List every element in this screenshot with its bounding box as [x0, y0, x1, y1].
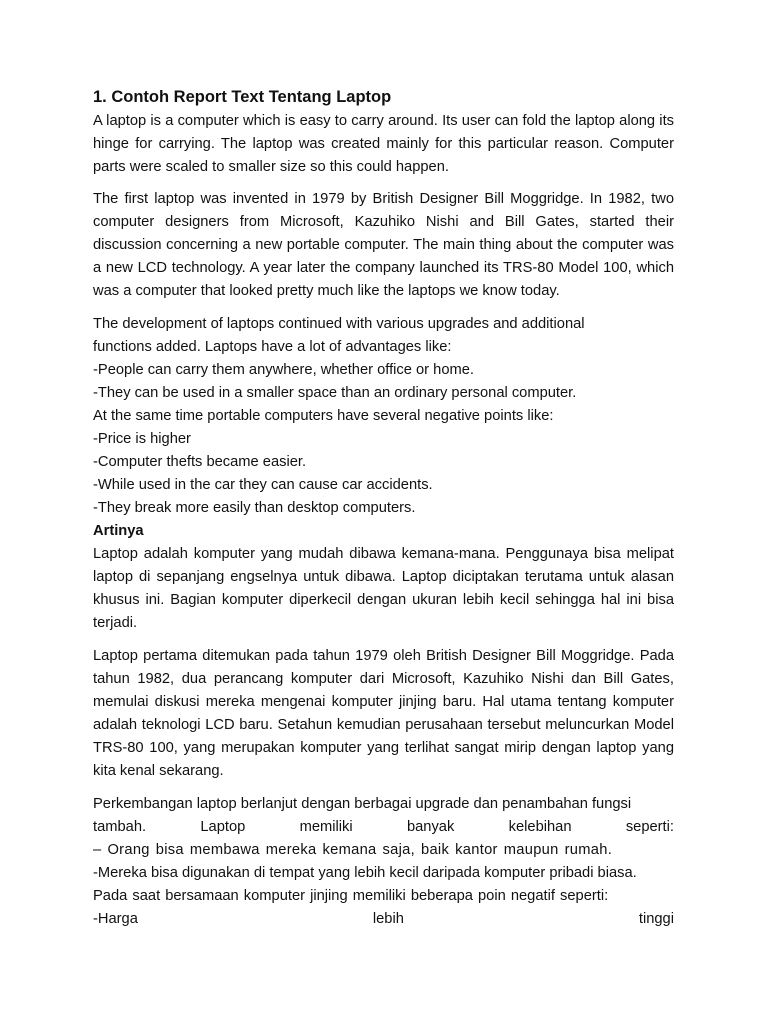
- id-p3-spread-line: [93, 816, 674, 839]
- translation-heading: Artinya: [93, 523, 144, 539]
- en-p3-line: At the same time portable computers have several negative points like:: [93, 408, 554, 424]
- word: tambah.: [93, 819, 147, 835]
- word: kelebihan: [508, 819, 572, 835]
- id-p3-line: Perkembangan laptop berlanjut dengan berbagai upgrade dan penambahan fungsi: [93, 796, 632, 812]
- disadvantage-item: -Computer thefts became easier.: [93, 454, 307, 470]
- en-paragraph-2: The first laptop was invented in 1979 by British Designer Bill Moggridge. In 1982, two computer designers from Microsoft, Kazuhiko Nishi and Bill Gates, started their discussion concerning a new portable computer. The main thing about the computer was a new LCD technology. A year later the company launched its TRS-80 Model 100, which was a computer that looked pretty much like the laptops we know today.: [93, 191, 674, 299]
- id-p3-line: Pada saat bersamaan komputer jinjing memiliki beberapa poin negatif seperti:: [93, 888, 609, 904]
- disadvantage-item: -While used in the car they can cause car accidents.: [93, 477, 433, 493]
- word: tinggi: [638, 911, 674, 927]
- disadvantage-item: -They break more easily than desktop computers.: [93, 500, 416, 516]
- id-paragraph-2: Laptop pertama ditemukan pada tahun 1979 oleh British Designer Bill Moggridge. Pada tahun 1982, dua perancang komputer dari Microsoft, Kazuhiko Nishi dan Bill Gates, memulai diskusi mereka mengenai komputer jinjing baru. Hal utama tentang komputer adalah teknologi LCD baru. Setahun kemudian perusahaan tersebut meluncurkan Model TRS-80 100, yang merupakan komputer yang terlihat sangat mirip dengan laptop yang kita kenal sekarang.: [93, 648, 674, 779]
- en-p3-line: The development of laptops continued with various upgrades and additional: [93, 316, 585, 332]
- word: lebih: [372, 911, 404, 927]
- en-paragraph-3: [93, 313, 674, 520]
- en-p3-line: functions added. Laptops have a lot of advantages like:: [93, 339, 452, 355]
- advantage-item: -Mereka bisa digunakan di tempat yang lebih kecil daripada komputer pribadi biasa.: [93, 865, 637, 881]
- id-paragraph-3: [93, 793, 674, 931]
- word: memiliki: [299, 819, 353, 835]
- word: Laptop: [200, 819, 246, 835]
- disadvantage-item: -Price is higher: [93, 431, 191, 447]
- id-paragraph-1: Laptop adalah komputer yang mudah dibawa kemana-mana. Penggunaya bisa melipat laptop di sepanjang engselnya untuk dibawa. Laptop diciptakan terutama untuk alasan khusus ini. Bagian komputer diperkecil dengan ukuran lebih kecil sehingga hal ini bisa terjadi.: [93, 546, 674, 631]
- report-title: 1. Contoh Report Text Tentang Laptop: [93, 88, 392, 106]
- advantage-item: -People can carry them anywhere, whether office or home.: [93, 362, 474, 378]
- word: -Harga: [93, 911, 138, 927]
- advantage-item: -They can be used in a smaller space than an ordinary personal computer.: [93, 385, 577, 401]
- word: seperti:: [625, 819, 674, 835]
- word: banyak: [406, 819, 455, 835]
- en-paragraph-1: A laptop is a computer which is easy to carry around. Its user can fold the laptop along its hinge for carrying. The laptop was created mainly for this particular reason. Computer parts were scaled to smaller size so this could happen.: [93, 113, 674, 175]
- advantage-item: – Orang bisa membawa mereka kemana saja, baik kantor maupun rumah.: [93, 842, 613, 858]
- id-p3-spread-line: [93, 908, 674, 931]
